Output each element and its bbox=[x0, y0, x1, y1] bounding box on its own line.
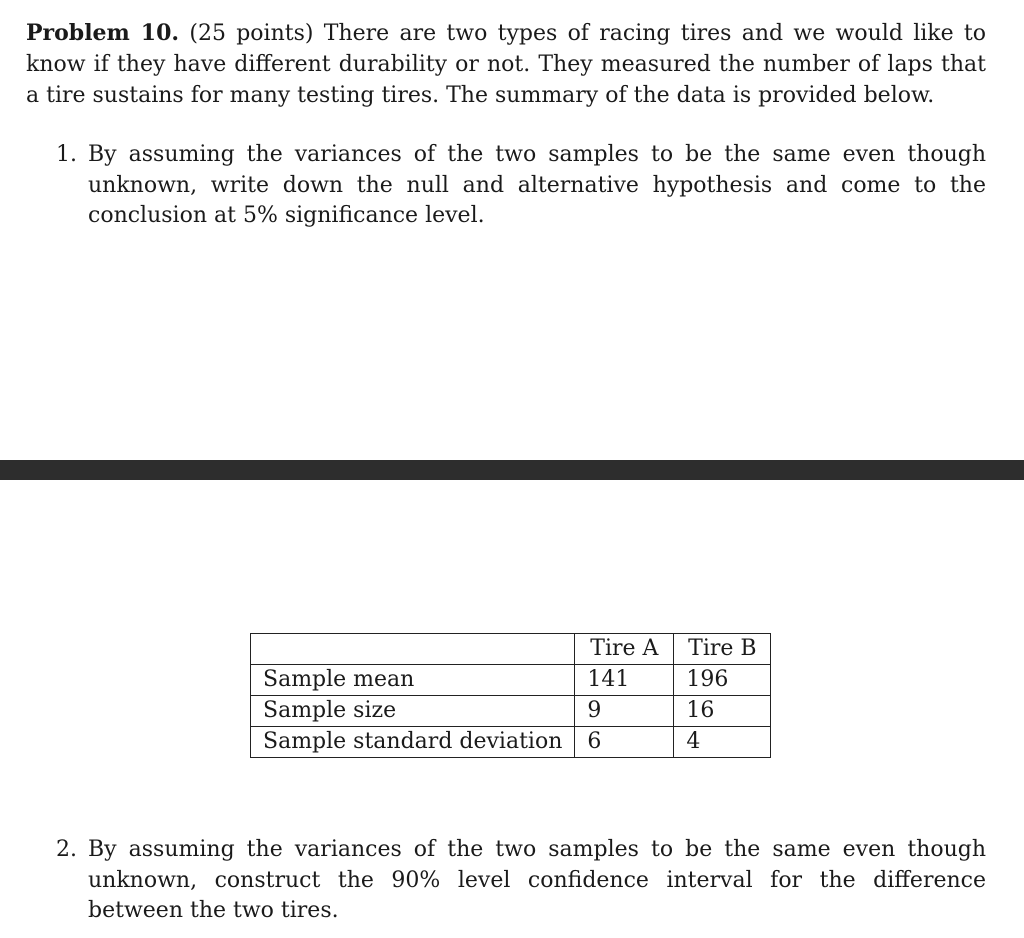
table-cell-label: Sample size bbox=[251, 696, 575, 727]
problem-description: There are two types of racing tires and we would like to know if they have different durability or not. They measured the number of laps that a tire sustains for many testing tires. The summary of the data is provided below. bbox=[26, 21, 987, 108]
table-header-tire-a: Tire A bbox=[575, 634, 674, 665]
table-header-empty bbox=[251, 634, 575, 665]
table-cell-tire-b: 16 bbox=[674, 696, 771, 727]
table-row bbox=[251, 665, 771, 696]
table-header-row bbox=[251, 634, 771, 665]
table-row bbox=[251, 727, 771, 758]
table-cell-label: Sample standard deviation bbox=[251, 727, 575, 758]
question-1-text: By assuming the variances of the two samples to be the same even though unknown, write down the null and alternative hypothesis and come to the conclusion at 5% significance level. bbox=[88, 142, 986, 228]
table-cell-label: Sample mean bbox=[251, 665, 575, 696]
table-header-tire-b: Tire B bbox=[674, 634, 771, 665]
question-1 bbox=[56, 140, 986, 232]
question-2-text: By assuming the variances of the two samples to be the same even though unknown, construct the 90% level confidence interval for the difference between the two tires. bbox=[88, 837, 986, 923]
table-cell-tire-a: 141 bbox=[575, 665, 674, 696]
table-cell-tire-b: 4 bbox=[674, 727, 771, 758]
problem-points: (25 points) bbox=[189, 21, 314, 46]
question-2-number: 2. bbox=[56, 837, 77, 862]
problem-statement bbox=[26, 18, 986, 111]
question-1-number: 1. bbox=[56, 142, 77, 167]
table-cell-tire-a: 6 bbox=[575, 727, 674, 758]
summary-table bbox=[250, 633, 771, 758]
question-2 bbox=[56, 835, 986, 927]
page-divider bbox=[0, 460, 1024, 480]
table-row bbox=[251, 696, 771, 727]
table-cell-tire-b: 196 bbox=[674, 665, 771, 696]
table-cell-tire-a: 9 bbox=[575, 696, 674, 727]
problem-heading: Problem 10. bbox=[26, 20, 180, 46]
